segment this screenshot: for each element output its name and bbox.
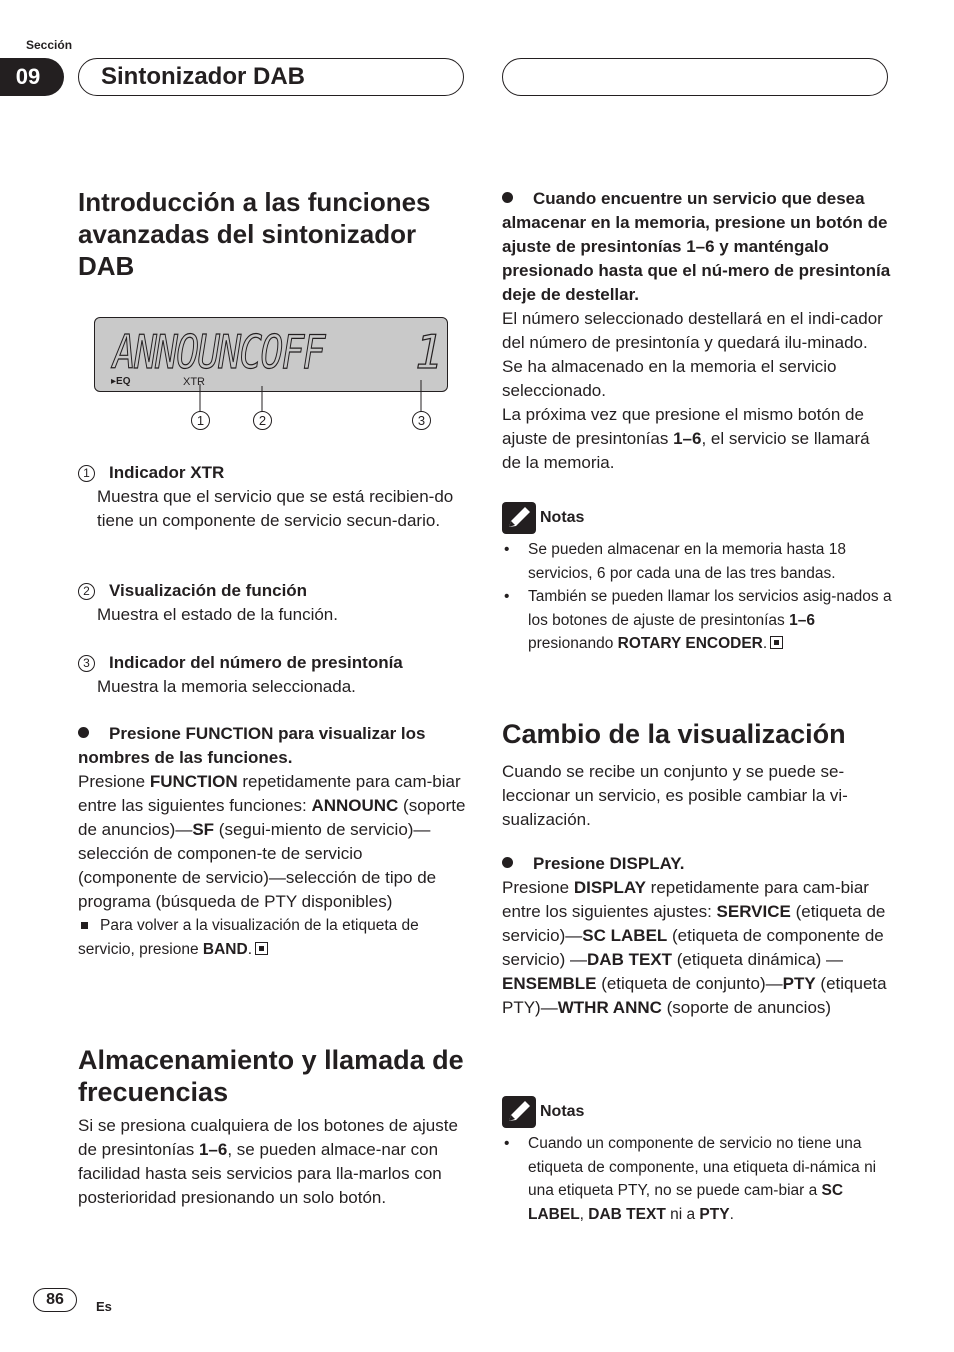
function-key: FUNCTION	[149, 772, 238, 791]
header-empty-pill	[502, 58, 888, 96]
band-key: BAND	[202, 940, 248, 958]
square-bullet-icon	[81, 922, 88, 929]
lcd-main-text: ANNOUNCOFF	[113, 325, 324, 379]
item-number: 2	[78, 583, 95, 600]
display-key: DISPLAY	[573, 878, 646, 897]
sc-label-term: SC LABEL	[582, 926, 668, 945]
text-run: , el servicio se llamará de la memoria.	[502, 429, 870, 472]
preset-range: 1–6	[198, 1140, 228, 1159]
text-run: presionando	[528, 635, 618, 653]
text-run: Para volver a la visualización de la etiqueta de servicio, presione	[78, 917, 419, 958]
note-item: • Se pueden almacenar en la memoria hasta 18 servicios, 6 por cada una de las tres bandas.	[502, 538, 892, 585]
chapter-title: Sintonizador DAB	[78, 58, 464, 96]
callout-leader-lines	[94, 380, 448, 412]
function-step-heading: Presione FUNCTION para visualizar los nombres de las funciones.	[78, 724, 426, 767]
indicator-item-1	[78, 461, 466, 533]
item-description: Muestra el estado de la función.	[97, 605, 338, 624]
text-run: La próxima vez que presione el mismo botón de ajuste de presintonías	[502, 405, 864, 448]
end-mark-icon	[770, 636, 783, 649]
display-change-section	[502, 718, 892, 832]
storage-step-heading: Cuando encuentre un servicio que desea almacenar en la memoria, presione un botón de ajuste de presintonías 1–6 y manténgalo presionado hasta que el nú-mero de presintonía deje de destellar.	[502, 189, 891, 304]
end-mark-icon	[255, 942, 268, 955]
page-number: 86	[33, 1288, 77, 1312]
text-run: (etiqueta dinámica) —	[672, 950, 844, 969]
indicator-item-3	[78, 651, 466, 699]
item-title: Indicador del número de presintonía	[109, 653, 403, 672]
display-notes	[502, 1096, 892, 1226]
lcd-xtr-indicator: XTR	[183, 376, 205, 388]
storage-heading: Almacenamiento y llamada de frecuencias	[78, 1045, 464, 1107]
callout-1: 1	[191, 411, 210, 430]
text-run: (soporte de anuncios)—	[78, 796, 466, 839]
notes-label: Notas	[540, 1103, 585, 1121]
sc-label-term: SC LABEL	[528, 1182, 844, 1223]
text-run: (soporte de anuncios)	[661, 998, 832, 1017]
display-step-text	[502, 876, 892, 1020]
section-number-badge: 09	[0, 58, 64, 96]
intro-heading: Introducción a las funciones avanzadas del sintonizador DAB	[78, 187, 431, 281]
pty-term: PTY	[782, 974, 816, 993]
text-run: También se pueden llamar los servicios asig-nados a los botones de ajuste de presintonías	[528, 588, 892, 629]
service-term: SERVICE	[716, 902, 791, 921]
language-code: Es	[96, 1299, 112, 1314]
text-run: repetidamente para cam-biar entre los siguientes ajustes:	[502, 878, 869, 921]
text-run: Presione	[502, 878, 574, 897]
notes-label: Notas	[540, 509, 585, 527]
text-run: .	[762, 635, 768, 653]
lcd-eq-indicator: ▸EQ	[111, 376, 131, 387]
text-run: (etiqueta de servicio)—	[502, 902, 886, 945]
display-change-intro: Cuando se recibe un conjunto y se puede se-leccionar un servicio, es posible cambiar la vi-sualización.	[502, 762, 848, 829]
function-step-text	[78, 770, 466, 914]
callout-3: 3	[412, 411, 431, 430]
text-run: , se pueden almace-nar con facilidad hasta seis servicios para lla-marlos con posterioridad presionando un solo botón.	[78, 1140, 442, 1207]
function-step	[78, 722, 466, 961]
ensemble-term: ENSEMBLE	[502, 974, 597, 993]
pencil-note-icon	[502, 502, 536, 534]
text-run: (etiqueta de componente de servicio) —	[502, 926, 884, 969]
announc-term: ANNOUNC	[311, 796, 399, 815]
intro-section	[78, 186, 466, 282]
pencil-note-icon	[502, 1096, 536, 1128]
item-number: 1	[78, 465, 95, 482]
bullet-icon	[502, 192, 513, 203]
dab-text-term: DAB TEXT	[587, 950, 673, 969]
indicator-item-2	[78, 579, 466, 627]
item-title: Visualización de función	[109, 581, 308, 600]
rotary-encoder-key: ROTARY ENCODER	[617, 635, 763, 653]
note-item	[502, 585, 892, 656]
preset-range: 1–6	[673, 429, 702, 448]
item-number: 3	[78, 655, 95, 672]
text-run: Cuando un componente de servicio no tiene una etiqueta de componente, una etiqueta di-námica ni una etiqueta PTY, no se puede cam-biar a	[528, 1135, 877, 1200]
sf-term: SF	[192, 820, 215, 839]
pty-term: PTY	[699, 1205, 730, 1223]
bullet-icon	[78, 727, 89, 738]
storage-notes	[502, 502, 892, 656]
text-run: repetidamente para cam-biar entre las siguientes funciones:	[78, 772, 461, 815]
lcd-preset-number: 1	[415, 325, 443, 379]
text-run: Presione	[78, 772, 150, 791]
text-run: ni a	[665, 1205, 700, 1223]
wthr-annc-term: WTHR ANNC	[557, 998, 662, 1017]
text-run: ,	[579, 1205, 589, 1223]
storage-section	[78, 1044, 466, 1210]
callout-2: 2	[253, 411, 272, 430]
note-item	[502, 1132, 892, 1226]
text-run: Si se presiona cualquiera de los botones de ajuste de presintonías	[78, 1116, 458, 1159]
storage-step-text-1: El número seleccionado destellará en el indi-cador del número de presintonía y quedará ilu-minado. Se ha almacenado en la memoria el servicio seleccionado.	[502, 309, 883, 400]
text-run: .	[247, 940, 253, 958]
display-step	[502, 852, 892, 1020]
dab-text-term: DAB TEXT	[588, 1205, 666, 1223]
text-run: .	[729, 1205, 734, 1223]
band-note	[78, 914, 466, 961]
storage-step-text-2	[502, 403, 892, 475]
text-run: (etiqueta PTY)—	[502, 974, 887, 1017]
text-run: (etiqueta de conjunto)—	[596, 974, 783, 993]
bullet-icon	[502, 857, 513, 868]
storage-intro	[78, 1114, 466, 1210]
display-step-heading: Presione DISPLAY.	[533, 854, 685, 873]
item-title: Indicador XTR	[109, 463, 225, 482]
item-description: Muestra la memoria seleccionada.	[97, 677, 356, 696]
preset-range: 1–6	[789, 611, 815, 629]
storage-step	[502, 187, 892, 475]
display-change-heading: Cambio de la visualización	[502, 719, 846, 749]
section-label: Sección	[26, 38, 73, 52]
item-description: Muestra que el servicio que se está recibien-do tiene un componente de servicio secun-dario.	[97, 487, 454, 530]
text-run: (segui-miento de servicio)—selección de componen-te de servicio (componente de servicio)—selección de tipo de programa (búsqueda de PTY disponibles)	[78, 820, 437, 911]
